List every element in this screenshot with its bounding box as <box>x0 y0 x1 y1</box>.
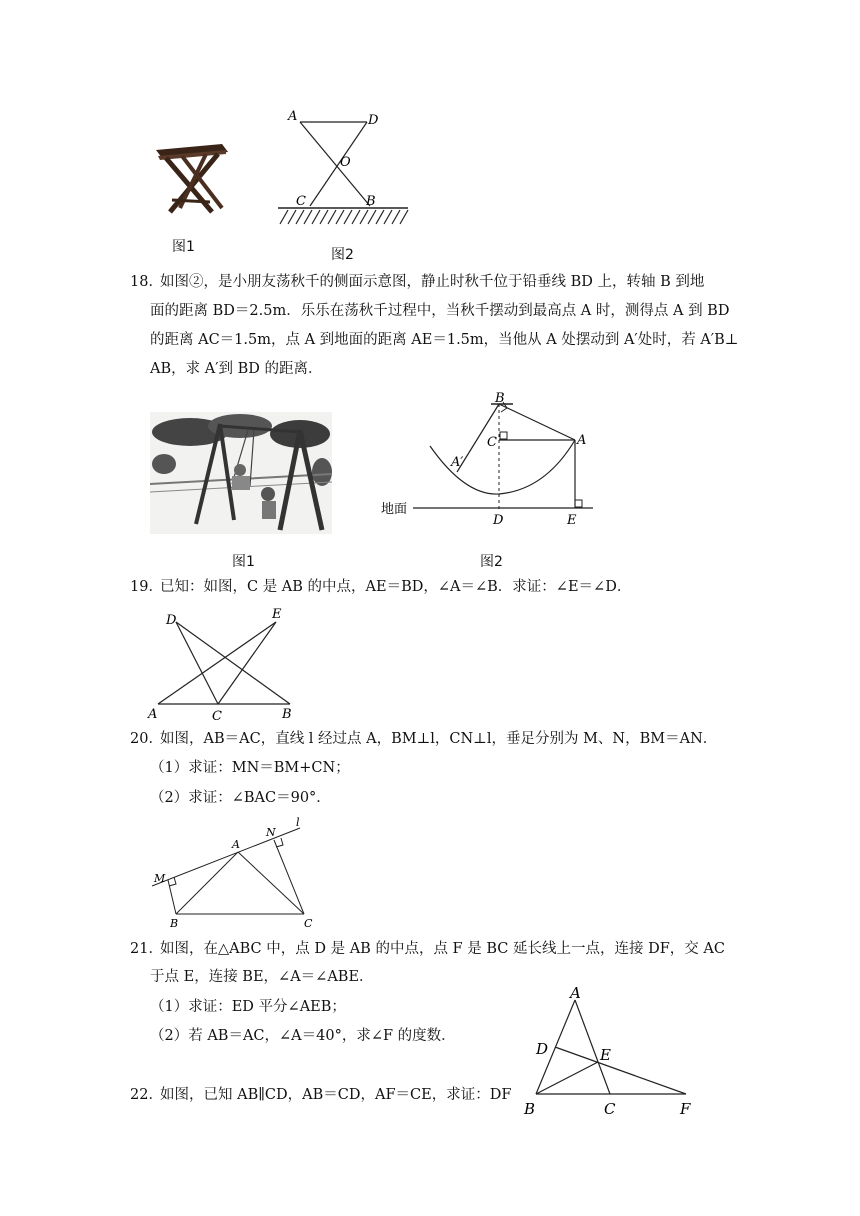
figure-caption: 图1 <box>172 239 195 255</box>
svg-text:M: M <box>154 872 166 885</box>
svg-text:D: D <box>536 1040 549 1058</box>
svg-text:D: D <box>166 613 177 628</box>
question-text: 如图，AB＝AC，直线 l 经过点 A，BM⊥l，CN⊥l，垂足分别为 M、N，BM＝AN． <box>160 731 718 747</box>
question-text: 面的距离 BD＝2.5m．乐乐在荡秋千过程中，当秋千摆动到最高点 A 时，测得点 A 到 BD <box>150 303 730 319</box>
svg-text:A: A <box>570 984 581 1002</box>
question-text: 如图，在△ABC 中，点 D 是 AB 的中点，点 F 是 BC 延长线上一点，连接 DF，交 AC <box>160 941 725 957</box>
figure-20-diagram <box>146 812 326 932</box>
sub-question: （2）若 AB＝AC，∠A＝40°，求∠F 的度数． <box>150 1028 456 1044</box>
question-number: 19． <box>130 579 163 595</box>
figure-caption: 图2 <box>480 554 503 570</box>
svg-text:E: E <box>600 1046 611 1064</box>
svg-text:O: O <box>340 155 351 170</box>
sub-question: （1）求证：ED 平分∠AEB； <box>150 999 346 1015</box>
folding-stool-photo <box>152 140 232 218</box>
svg-text:A: A <box>232 838 240 851</box>
svg-text:D: D <box>493 513 504 528</box>
svg-text:B: B <box>366 194 376 209</box>
svg-text:B: B <box>495 391 505 406</box>
svg-text:A: A <box>577 433 587 448</box>
question-text: 如图②，是小朋友荡秋千的侧面示意图，静止时秋千位于铅垂线 BD 上，转轴 B 到地 <box>160 274 705 290</box>
svg-text:C: C <box>487 435 497 450</box>
question-number: 21． <box>130 941 163 957</box>
svg-text:F: F <box>680 1100 691 1118</box>
swing-diagram <box>375 386 600 532</box>
svg-text:E: E <box>272 607 282 622</box>
question-text: AB，求 A′到 BD 的距离． <box>150 361 323 377</box>
svg-text:C: C <box>604 1100 616 1118</box>
svg-text:A: A <box>148 707 158 722</box>
figure-caption: 图1 <box>232 554 255 570</box>
question-text: 如图，已知 AB∥CD，AB＝CD，AF＝CE，求证：DF <box>160 1087 512 1103</box>
question-number: 18． <box>130 274 163 290</box>
question-text: 于点 E，连接 BE，∠A＝∠ABE． <box>150 969 374 985</box>
figure-21-diagram <box>520 984 700 1120</box>
figure-caption: 图2 <box>331 247 354 263</box>
svg-text:B: B <box>170 917 179 930</box>
svg-text:A: A <box>288 109 298 124</box>
question-text: 已知：如图，C 是 AB 的中点，AE＝BD，∠A＝∠B．求证：∠E＝∠D． <box>160 579 632 595</box>
sub-question: （2）求证：∠BAC＝90°． <box>150 790 331 806</box>
figure-19-diagram <box>144 606 304 722</box>
question-text: 的距离 AC＝1.5m，点 A 到地面的距离 AE＝1.5m，当他从 A 处摆动到 A′处时，若 A′B⊥ <box>150 332 739 348</box>
svg-text:A′: A′ <box>451 455 464 470</box>
sub-question: （1）求证：MN＝BM+CN； <box>150 760 350 776</box>
svg-text:C: C <box>304 917 313 930</box>
svg-text:E: E <box>567 513 577 528</box>
svg-text:B: B <box>282 707 292 722</box>
svg-text:C: C <box>296 194 306 209</box>
svg-text:D: D <box>368 113 379 128</box>
swing-photo <box>150 412 332 534</box>
svg-text:地面: 地面 <box>381 502 408 517</box>
svg-text:N: N <box>266 826 276 839</box>
svg-text:C: C <box>212 709 222 722</box>
question-number: 22． <box>130 1087 163 1103</box>
svg-text:l: l <box>296 816 300 829</box>
question-number: 20． <box>130 731 163 747</box>
svg-text:B: B <box>524 1100 536 1118</box>
figure-17-diagram <box>270 102 415 230</box>
